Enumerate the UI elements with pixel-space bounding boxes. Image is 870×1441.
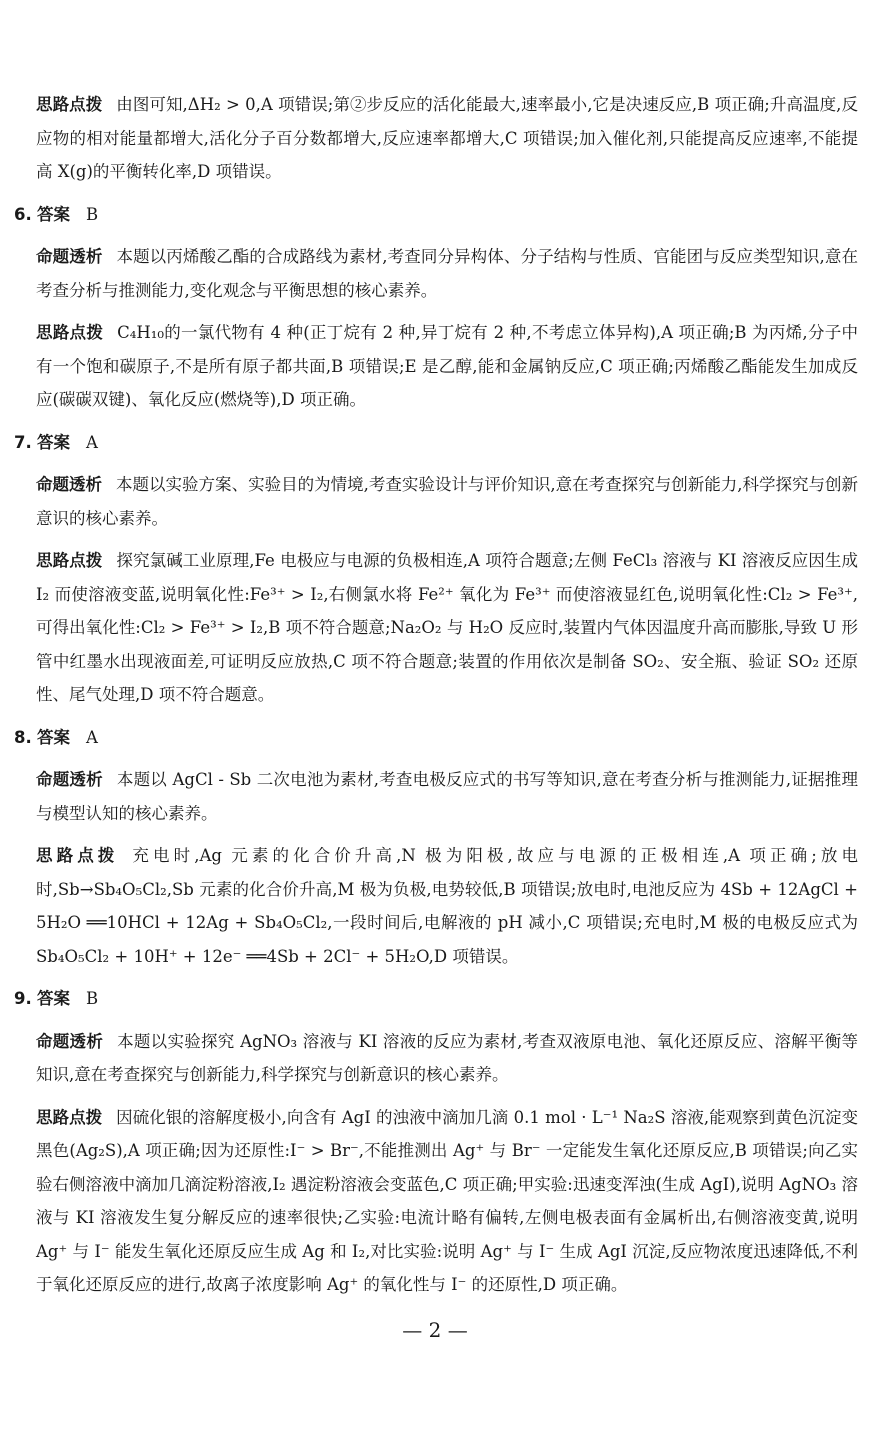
paragraph-intent-8	[36, 763, 858, 830]
paragraph-text: 本题以实验探究 AgNO₃ 溶液与 KI 溶液的反应为素材,考查双液原电池、氧化还原反应、溶解平衡等知识,意在考查探究与创新能力,科学探究与创新意识的核心素养。	[36, 1031, 858, 1084]
label-analysis: 思路点拨	[36, 323, 104, 342]
paragraph-text: 因硫化银的溶解度极小,向含有 AgI 的浊液中滴加几滴 0.1 mol · L⁻¹ Na₂S 溶液,能观察到黄色沉淀变黑色(Ag₂S),A 项正确;因为还原性:I⁻ > Br⁻,不能推测出 Ag⁺ 与 Br⁻ 一定能发生氧化还原反应,B 项错误;向乙实验右侧溶液中滴加几滴淀粉溶液,I₂ 遇淀粉溶液会变蓝色,C 项正确;甲实验:迅速变浑浊(生成 AgI),说明 AgNO₃ 溶液与 KI 溶液发生复分解反应的速率很快;乙实验:电流计略有偏转,左侧电极表面有金属析出,右侧溶液变黄,说明 Ag⁺ 与 I⁻ 能发生氧化还原反应生成 Ag 和 I₂,对比实验:说明 Ag⁺ 与 I⁻ 生成 AgI 沉淀,反应物浓度迅速降低,不利于氧化还原反应的进行,故离子浓度影响 Ag⁺ 的氧化性与 I⁻ 的还原性,D 项正确。	[36, 1107, 858, 1294]
answer-label: 答案	[37, 727, 70, 747]
answer-label: 答案	[37, 432, 70, 452]
paragraph-analysis-7	[36, 544, 858, 712]
label-analysis: 思路点拨	[36, 846, 119, 865]
paragraph-text: C₄H₁₀的一氯代物有 4 种(正丁烷有 2 种,异丁烷有 2 种,不考虑立体异构),A 项正确;B 为丙烯,分子中有一个饱和碳原子,不是所有原子都共面,B 项错误;E 是乙醇,能和金属钠反应,C 项正确;丙烯酸乙酯能发生加成反应(碳碳双键)、氧化反应(燃烧等),D 项正确。	[36, 323, 859, 409]
paragraph-intent-6	[36, 240, 858, 307]
answer-9	[14, 982, 858, 1016]
label-intent: 命题透析	[36, 770, 103, 789]
paragraph-text: 本题以实验方案、实验目的为情境,考查实验设计与评价知识,意在考查探究与创新能力,科学探究与创新意识的核心素养。	[36, 475, 858, 528]
paragraph-text: 充电时,Ag 元素的化合价升高,N 极为阳极,故应与电源的正极相连,A 项正确;放电时,Sb→Sb₄O₅Cl₂,Sb 元素的化合价升高,M 极为负极,电势较低,B 项错误;放电时,电池反应为 4Sb + 12AgCl + 5H₂O ══10HCl + 12Ag + Sb₄O₅Cl₂,一段时间后,电解液的 pH 减小,C 项错误;充电时,M 极的电极反应式为 Sb₄O₅Cl₂ + 10H⁺ + 12e⁻ ══4Sb + 2Cl⁻ + 5H₂O,D 项错误。	[36, 846, 859, 966]
label-intent: 命题透析	[36, 247, 103, 266]
label-intent: 命题透析	[36, 1031, 104, 1051]
label-analysis: 思路点拨	[36, 95, 103, 114]
answer-value: B	[86, 204, 99, 224]
question-number: 6.	[14, 204, 32, 224]
paragraph-text: 本题以丙烯酸乙酯的合成路线为素材,考查同分异构体、分子结构与性质、官能团与反应类型知识,意在考查分析与推测能力,变化观念与平衡思想的核心素养。	[36, 247, 858, 300]
paragraph-text: 探究氯碱工业原理,Fe 电极应与电源的负极相连,A 项符合题意;左侧 FeCl₃ 溶液与 KI 溶液反应因生成 I₂ 而使溶液变蓝,说明氧化性:Fe³⁺ > I₂,右侧氯水将 Fe²⁺ 氧化为 Fe³⁺ 而使溶液显红色,说明氧化性:Cl₂ > Fe³⁺,可得出氧化性:Cl₂ > Fe³⁺ > I₂,B 项不符合题意;Na₂O₂ 与 H₂O 反应时,装置内气体因温度升高而膨胀,导致 U 形管中红墨水出现液面差,可证明反应放热,C 项不符合题意;装置的作用依次是制备 SO₂、安全瓶、验证 SO₂ 还原性、尾气处理,D 项不符合题意。	[36, 551, 859, 704]
answer-7	[14, 426, 858, 460]
paragraph-text: 由图可知,ΔH₂ > 0,A 项错误;第②步反应的活化能最大,速率最小,它是决速反应,B 项正确;升高温度,反应物的相对能量都增大,活化分子百分数都增大,反应速率都增大,C 项错误;加入催化剂,只能提高反应速率,不能提高 X(g)的平衡转化率,D 项错误。	[36, 95, 858, 181]
answer-value: A	[86, 727, 98, 747]
paragraph-intent-9	[36, 1025, 858, 1092]
answer-explanations	[14, 88, 859, 1311]
question-number: 7.	[14, 432, 32, 452]
paragraph-analysis-8	[36, 839, 858, 973]
answer-8	[14, 721, 858, 755]
answer-value: B	[86, 989, 99, 1008]
page-number: — 2 —	[402, 1318, 468, 1342]
label-intent: 命题透析	[36, 475, 103, 494]
paragraph-intent-7	[36, 468, 858, 535]
answer-6	[14, 198, 858, 232]
question-number: 9.	[14, 989, 32, 1008]
paragraph-analysis-5	[36, 88, 858, 189]
paragraph-analysis-9	[36, 1101, 858, 1302]
label-analysis: 思路点拨	[36, 1107, 103, 1127]
answer-value: A	[86, 432, 98, 452]
answer-label: 答案	[37, 204, 70, 224]
question-number: 8.	[14, 727, 32, 747]
answer-label: 答案	[37, 989, 70, 1008]
paragraph-analysis-6	[36, 316, 858, 417]
paragraph-text: 本题以 AgCl - Sb 二次电池为素材,考查电极反应式的书写等知识,意在考查分析与推测能力,证据推理与模型认知的核心素养。	[36, 770, 858, 823]
label-analysis: 思路点拨	[36, 551, 103, 570]
